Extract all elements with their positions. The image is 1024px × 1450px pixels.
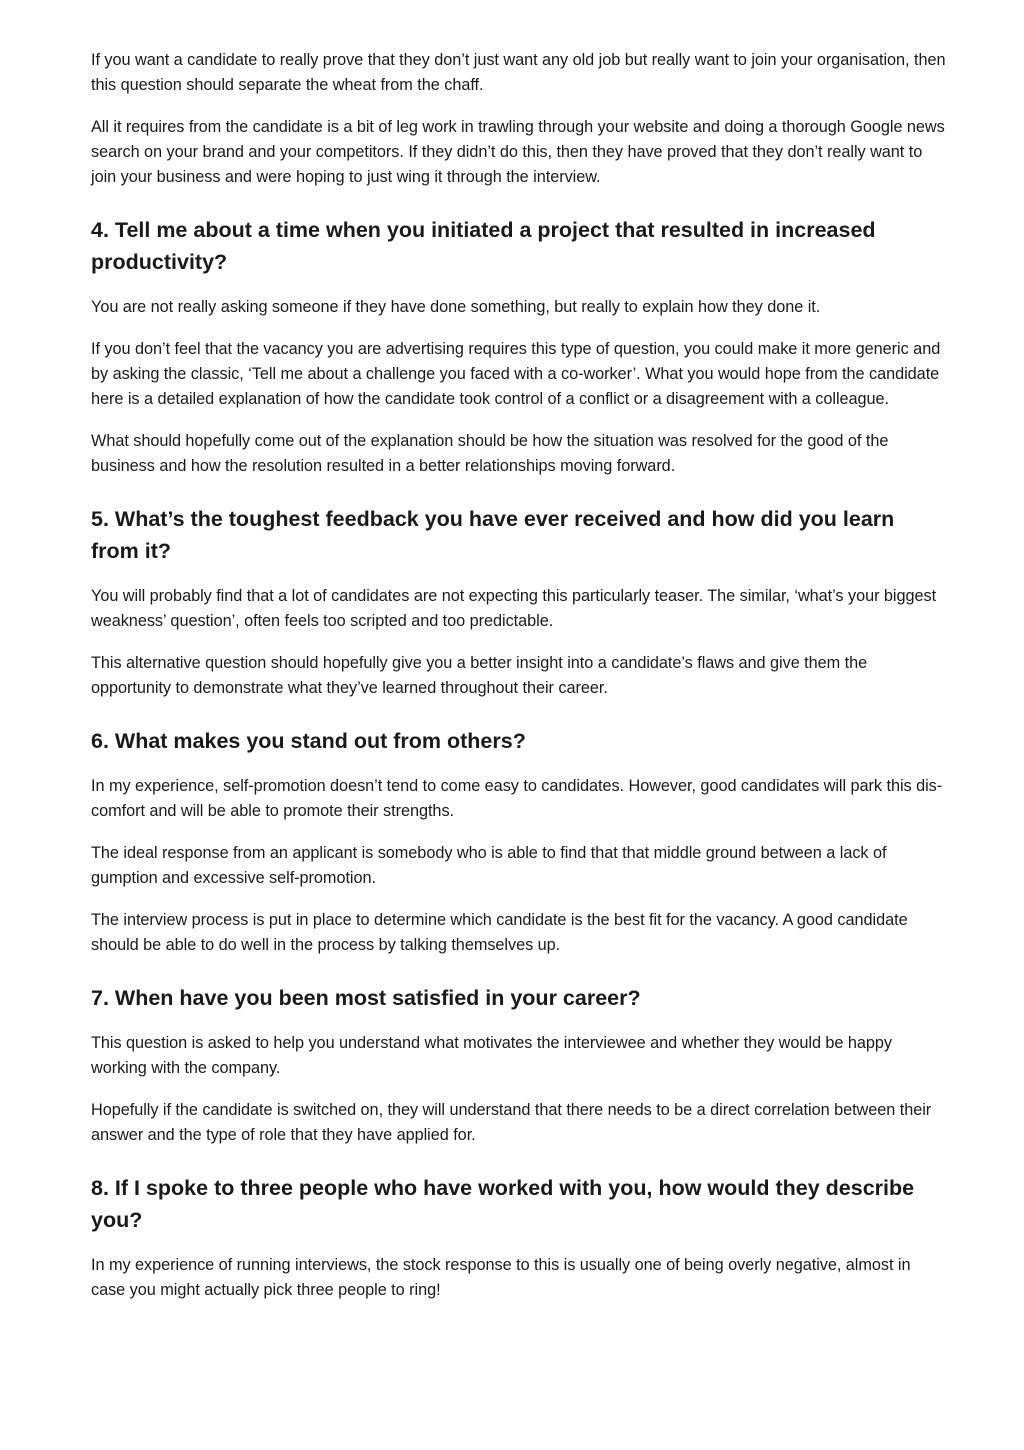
question-heading: 4. Tell me about a time when you initiated a project that resulted in increased productivity? (91, 218, 876, 274)
section-question-4 (91, 214, 946, 479)
section-question-6 (91, 725, 946, 958)
question-heading: 7. When have you been most satisfied in your career? (91, 986, 641, 1010)
question-heading: 8. If I spoke to three people who have worked with you, how would they describe you? (91, 1176, 915, 1232)
section-question-8 (91, 1172, 946, 1303)
paragraph: You are not really asking someone if they have done something, but really to explain how they done it. (91, 298, 821, 316)
paragraph: All it requires from the candidate is a bit of leg work in trawling through your website and doing a thorough Google news search on your brand and your competitors. If they didn’t do this, then they have proved that they don’t really want to join your business and were hoping to just wing it through the interview. (91, 118, 945, 186)
paragraph: If you don’t feel that the vacancy you are advertising requires this type of question, you could make it more generic and by asking the classic, ‘Tell me about a challenge you faced with a co-worker’. What you would hope from the candidate here is a detailed explanation of how the candidate took control of a conflict or a disagreement with a colleague. (91, 340, 941, 408)
paragraph: The ideal response from an applicant is somebody who is able to find that that middle ground between a lack of gumption and excessive self-promotion. (91, 844, 887, 887)
section-question-7 (91, 982, 946, 1148)
intro-section (91, 48, 946, 190)
paragraph: You will probably find that a lot of candidates are not expecting this particularly teaser. The similar, ‘what’s your biggest weakness’ question’, often feels too scripted and too predictable. (91, 587, 937, 630)
paragraph: The interview process is put in place to determine which candidate is the best fit for the vacancy. A good candidate should be able to do well in the process by talking themselves up. (91, 911, 908, 954)
paragraph: This question is asked to help you understand what motivates the interviewee and whether they would be happy working with the company. (91, 1034, 893, 1077)
question-heading: 6. What makes you stand out from others? (91, 729, 526, 753)
paragraph: This alternative question should hopefully give you a better insight into a candidate’s flaws and give them the opportunity to demonstrate what they’ve learned throughout their career. (91, 654, 868, 697)
paragraph: If you want a candidate to really prove that they don’t just want any old job but really want to join your organisation, then this question should separate the wheat from the chaff. (91, 51, 946, 94)
paragraph: In my experience of running interviews, the stock response to this is usually one of being overly negative, almost in case you might actually pick three people to ring! (91, 1256, 911, 1299)
question-heading: 5. What’s the toughest feedback you have ever received and how did you learn from it? (91, 507, 895, 563)
document-page (91, 48, 946, 1320)
paragraph: What should hopefully come out of the explanation should be how the situation was resolved for the good of the business and how the resolution resulted in a better relationships moving forward. (91, 432, 889, 475)
paragraph: In my experience, self-promotion doesn’t tend to come easy to candidates. However, good candidates will park this dis-comfort and will be able to promote their strengths. (91, 777, 943, 820)
section-question-5 (91, 503, 946, 701)
paragraph: Hopefully if the candidate is switched on, they will understand that there needs to be a direct correlation between their answer and the type of role that they have applied for. (91, 1101, 932, 1144)
